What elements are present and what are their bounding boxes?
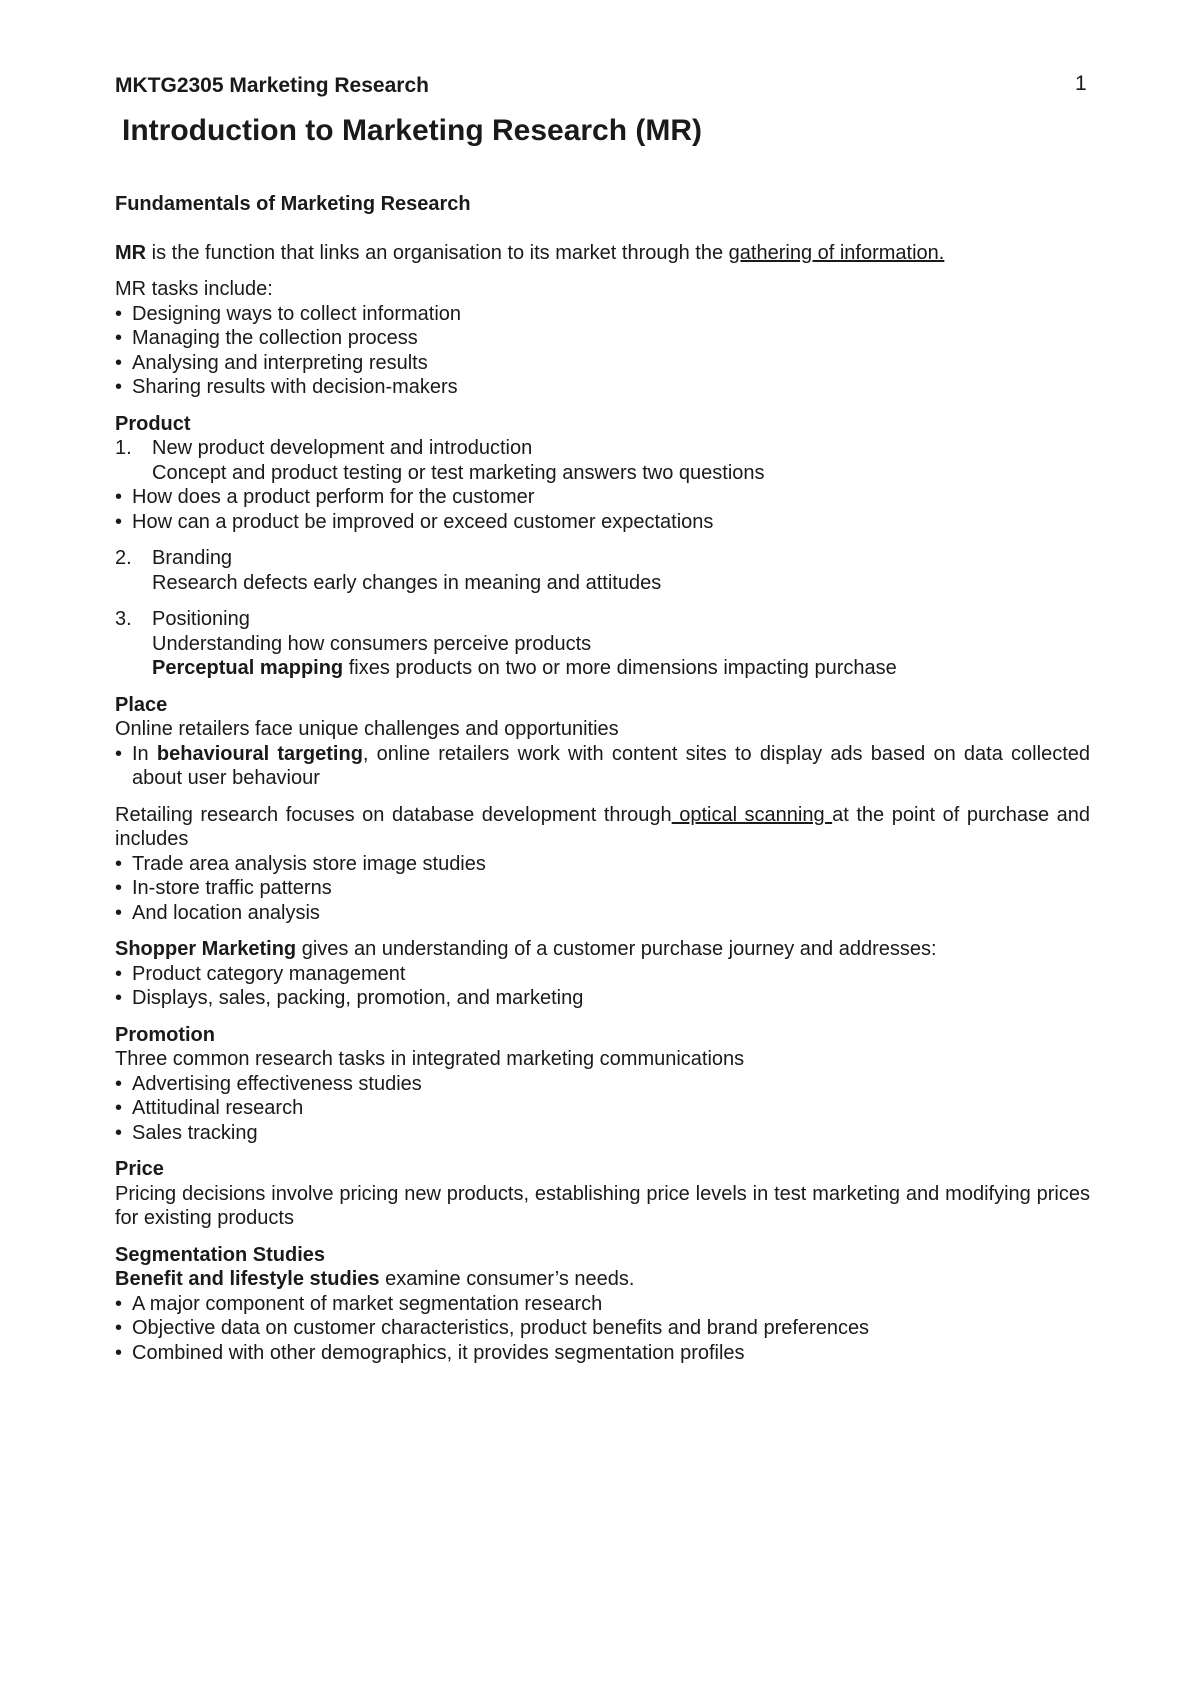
item-number: 2. bbox=[115, 547, 132, 569]
place-intro: Online retailers face unique challenges and opportunities bbox=[115, 718, 619, 740]
bullet-icon: • bbox=[115, 742, 123, 765]
list-item-text: Designing ways to collect information bbox=[132, 302, 462, 325]
document-body bbox=[115, 192, 1090, 1365]
bullet-icon: • bbox=[115, 510, 123, 533]
list-item bbox=[115, 901, 1090, 926]
section-heading-fundamentals: Fundamentals of Marketing Research bbox=[115, 193, 471, 215]
bullet-icon: • bbox=[115, 351, 123, 374]
section-heading-product: Product bbox=[115, 412, 191, 435]
list-item bbox=[115, 1121, 1090, 1146]
perceptual-mapping-term: Perceptual mapping bbox=[152, 657, 344, 679]
numbered-item bbox=[115, 607, 1090, 632]
list-item-text: And location analysis bbox=[132, 901, 320, 924]
section-heading-segmentation: Segmentation Studies bbox=[115, 1243, 326, 1266]
benefit-lifestyle-term: Benefit and lifestyle studies bbox=[115, 1268, 380, 1290]
numbered-item bbox=[115, 436, 1090, 461]
shopper-marketing-term: Shopper Marketing bbox=[115, 938, 297, 960]
list-item-text: Product category management bbox=[132, 962, 406, 985]
price-text: Pricing decisions involve pricing new products, establishing price levels in test marketing and modifying prices for existing products bbox=[115, 1182, 1090, 1229]
mr-definition bbox=[115, 241, 1090, 266]
list-item bbox=[115, 351, 1090, 376]
page-number: 1 bbox=[1075, 72, 1087, 95]
list-item-text: In-store traffic patterns bbox=[132, 877, 332, 899]
list-item-text: Combined with other demographics, it provides segmentation profiles bbox=[132, 1341, 745, 1364]
numbered-item-title: Branding bbox=[152, 547, 233, 569]
mr-definition-text: is the function that links an organisation to its market through the bbox=[146, 241, 729, 264]
list-item bbox=[115, 986, 1090, 1011]
perceptual-mapping-text: fixes products on two or more dimensions impacting purchase bbox=[343, 657, 897, 679]
list-item bbox=[115, 510, 1090, 535]
shopper-marketing-text: gives an understanding of a customer purchase journey and addresses: bbox=[296, 938, 937, 960]
bullet-icon: • bbox=[115, 987, 123, 1009]
list-item-text: Objective data on customer characteristics, product benefits and brand preferences bbox=[132, 1317, 870, 1339]
list-item bbox=[115, 485, 1090, 510]
list-item bbox=[115, 302, 1090, 327]
bullet-icon: • bbox=[115, 901, 123, 924]
list-item bbox=[115, 1292, 1090, 1317]
list-item-text: How does a product perform for the customer bbox=[132, 486, 535, 508]
list-item-text: Trade area analysis store image studies bbox=[132, 852, 486, 875]
list-item-text: Sales tracking bbox=[132, 1121, 258, 1144]
tasks-intro: MR tasks include: bbox=[115, 278, 273, 300]
numbered-item-title: New product development and introduction bbox=[152, 437, 533, 459]
bullet-icon: • bbox=[115, 302, 123, 325]
list-item-text: Sharing results with decision-makers bbox=[132, 376, 458, 398]
list-item bbox=[115, 876, 1090, 901]
promotion-intro: Three common research tasks in integrated marketing communications bbox=[115, 1048, 745, 1070]
list-item-text: Analysing and interpreting results bbox=[132, 351, 428, 374]
section-heading-price: Price bbox=[115, 1158, 164, 1180]
bullet-icon: • bbox=[115, 376, 123, 398]
retailing-text: Retailing research focuses on database development through bbox=[115, 803, 672, 826]
item-number: 1. bbox=[115, 437, 132, 459]
list-item bbox=[115, 1341, 1090, 1366]
list-item bbox=[115, 375, 1090, 400]
section-heading-promotion: Promotion bbox=[115, 1023, 215, 1046]
bullet-icon: • bbox=[115, 1341, 123, 1364]
section-heading-place: Place bbox=[115, 693, 168, 716]
segmentation-intro bbox=[115, 1267, 1090, 1292]
bullet-icon: • bbox=[115, 877, 123, 899]
list-item-text: Displays, sales, packing, promotion, and marketing bbox=[132, 987, 584, 1009]
list-item-text: Attitudinal research bbox=[132, 1097, 304, 1119]
list-item bbox=[115, 326, 1090, 351]
bullet-icon: • bbox=[115, 1317, 123, 1339]
numbered-item bbox=[115, 546, 1090, 571]
bullet-icon: • bbox=[115, 1072, 123, 1095]
numbered-item-description: Research defects early changes in meaning and attitudes bbox=[152, 571, 662, 594]
list-item-text: How can a product be improved or exceed customer expectations bbox=[132, 510, 714, 533]
list-item-text: Managing the collection process bbox=[132, 327, 418, 349]
numbered-item-description: Concept and product testing or test marketing answers two questions bbox=[152, 461, 765, 484]
list-item bbox=[115, 962, 1090, 987]
bullet-icon: • bbox=[115, 1097, 123, 1119]
perceptual-mapping-line bbox=[115, 656, 1090, 681]
bullet-icon: • bbox=[115, 327, 123, 349]
list-item bbox=[115, 1316, 1090, 1341]
list-item-text: In bbox=[132, 742, 157, 765]
segmentation-intro-text: examine consumer’s needs. bbox=[379, 1268, 635, 1290]
course-code-header: MKTG2305 Marketing Research bbox=[115, 74, 429, 97]
behavioural-targeting-term: behavioural targeting bbox=[156, 742, 363, 765]
item-number: 3. bbox=[115, 608, 132, 630]
shopper-marketing-line bbox=[115, 937, 1090, 962]
page-title: Introduction to Marketing Research (MR) bbox=[122, 114, 703, 147]
list-item-text: Advertising effectiveness studies bbox=[132, 1072, 422, 1095]
list-item-text: A major component of market segmentation research bbox=[132, 1292, 603, 1315]
numbered-item-title: Positioning bbox=[152, 608, 250, 630]
list-item bbox=[115, 1096, 1090, 1121]
list-item bbox=[115, 1072, 1090, 1097]
bullet-icon: • bbox=[115, 852, 123, 875]
numbered-item-description: Understanding how consumers perceive products bbox=[152, 632, 592, 655]
bullet-icon: • bbox=[115, 962, 123, 985]
list-item bbox=[115, 852, 1090, 877]
retailing-text: at the point of purchase and includes bbox=[115, 803, 1091, 850]
bullet-icon: • bbox=[115, 1292, 123, 1315]
optical-scanning-underline: optical scanning bbox=[671, 803, 833, 826]
retailing-research-paragraph bbox=[115, 803, 1090, 852]
list-item-text: , online retailers work with content sites to display ads based on data collected about user behaviour bbox=[132, 742, 1090, 789]
bullet-icon: • bbox=[115, 486, 123, 508]
list-item bbox=[115, 742, 1090, 791]
mr-term: MR bbox=[115, 241, 147, 264]
gathering-information-underline: gathering of information. bbox=[728, 241, 945, 264]
bullet-icon: • bbox=[115, 1121, 123, 1144]
